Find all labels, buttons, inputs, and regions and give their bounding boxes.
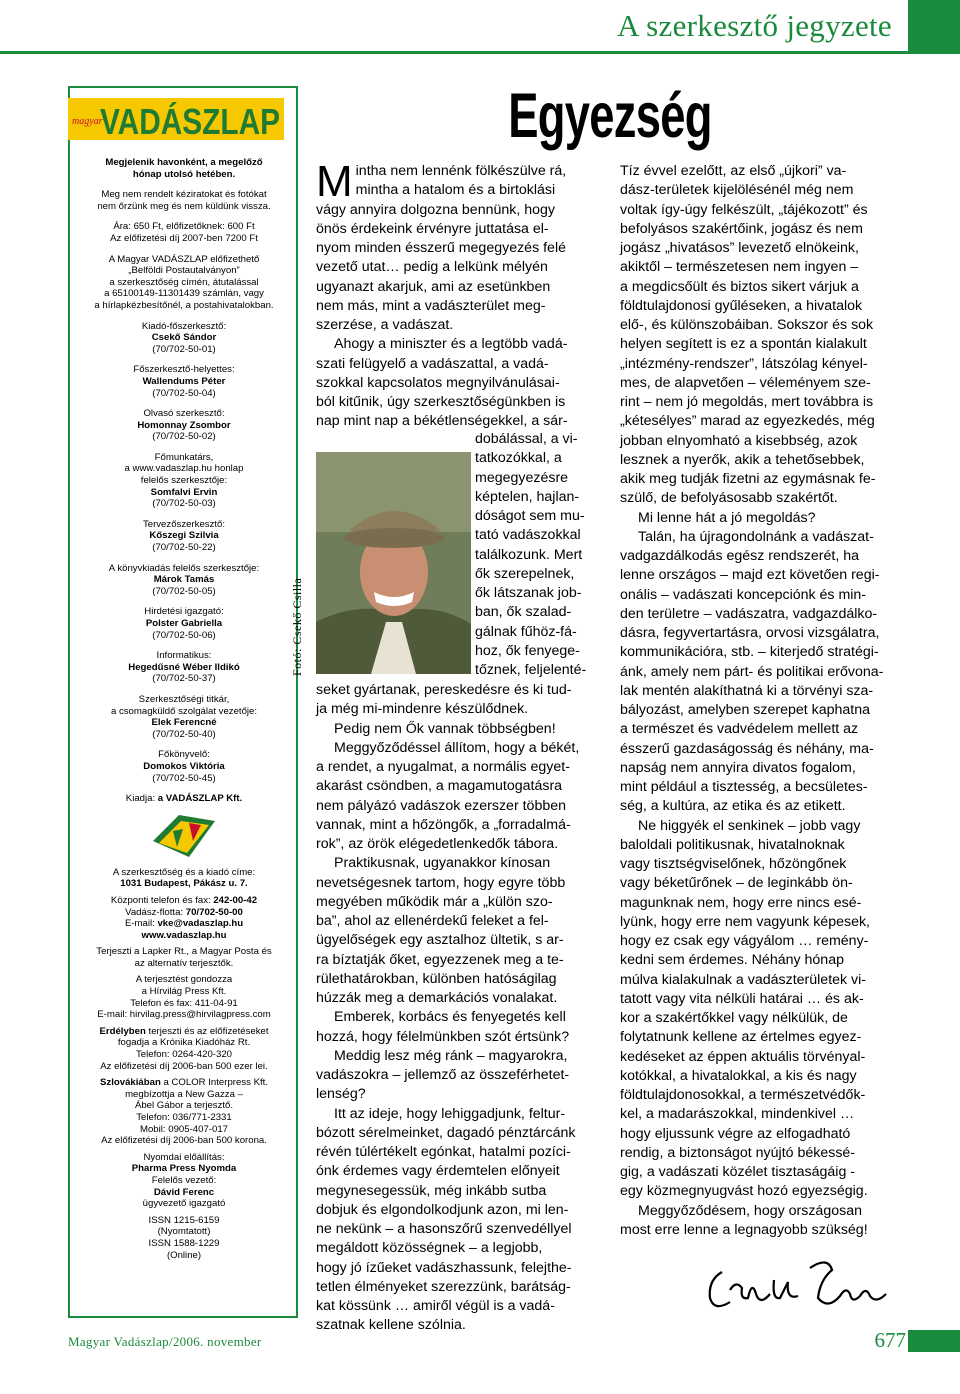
- text-line: jobban elnyomható a kisebbség, azok: [620, 432, 858, 449]
- text-line: hozzá, hogy félelmünkben szót értsünk?: [316, 1028, 570, 1045]
- portrait-photo: [316, 452, 471, 674]
- text-line: vannak, mint a hőzöngők, a „forradalmá-: [316, 816, 571, 833]
- text-line: rint – nem jó megoldás, mert továbbra is: [620, 394, 874, 410]
- text-line: akarást csöndben, a magamutogatásra: [316, 778, 563, 795]
- masthead-line: a 65100149-11301439 számlán, vagy: [104, 288, 264, 300]
- spacer: [78, 312, 290, 321]
- masthead-line: a hírlapkézbesítőnél, a postahivatalokban.: [94, 299, 274, 311]
- masthead-line: Elek Ferencné: [151, 717, 217, 729]
- text-line: képtelen, hajlan-: [475, 488, 580, 505]
- text-line: befolyásos szakértőink, jogász és nem: [620, 220, 863, 237]
- masthead-line: E-mail: hirvilag.press@hirvilagpress.com: [97, 1009, 271, 1021]
- text-line: ból kitűnik, úgy szerkesztőségünkben is: [316, 394, 566, 410]
- masthead-line: Vadász-flotta: 70/702-50-00: [125, 906, 243, 918]
- masthead-line: Nyomdai előállítás:: [143, 1151, 225, 1163]
- text-line: Meggyőződéssel állítom, hogy a békét,: [334, 739, 580, 756]
- text-line: hogy jó ízűeket vadászhassunk, felejthe-: [316, 1259, 572, 1276]
- masthead-line: Ábel Gábor a terjesztő.: [134, 1100, 234, 1112]
- text-line: Meggyőződésem, hogy országosan: [638, 1202, 862, 1219]
- text-line: megyében működik már a „külön szo-: [316, 893, 553, 910]
- text-line: mes, de alapvetően – véleményem sze-: [620, 374, 871, 391]
- masthead-line: (70/702-50-05): [152, 585, 216, 597]
- masthead-line: a Hírvilág Press Kft.: [141, 986, 227, 998]
- text-line: Praktikusnak, ugyanakkor kínosan: [334, 855, 551, 872]
- text-line: nyom minden ésszerű megegyezés felé: [316, 240, 566, 256]
- masthead-line: Informatikus:: [156, 650, 212, 662]
- masthead-line: A szerkesztőség és a kiadó címe:: [112, 866, 256, 878]
- text-line: seket gyártanak, pereskedésre és ki tud-: [316, 682, 572, 698]
- text-line: tetlen élményeket szerezzünk, barátság-: [316, 1278, 571, 1295]
- masthead-line: A könyvkiadás felelős szerkesztője:: [108, 562, 260, 574]
- masthead-line: Telefon: 0264-420-320: [135, 1049, 232, 1061]
- masthead-line: E-mail: vke@vadaszlap.hu: [124, 918, 244, 930]
- text-line: szerzése, a vadászat.: [316, 317, 454, 333]
- masthead-line: Tervezőszerkesztő:: [142, 518, 226, 530]
- text-line: voltak így-úgy felkészült, „tájékozott” és: [620, 201, 868, 218]
- text-line: tőznek, feljelenté-: [475, 662, 587, 678]
- text-line: vagy béketűrőnek – de leginkább ön-: [620, 875, 853, 892]
- text-line: dásra, fegyvertartásra, orvosi vizsgálatra,: [620, 625, 880, 641]
- page-number: 677: [874, 1328, 906, 1352]
- text-line: ja még mi-mindenre készülődnek.: [316, 701, 529, 718]
- text-line: révén túlértékelt egónkat, hatalmi pozíci-: [316, 1144, 571, 1160]
- text-line: húzzák meg a demarkációs vonalakat.: [316, 990, 558, 1006]
- text-line: lenség?: [316, 1086, 366, 1103]
- text-line: ség, a kultúra, az etika és az etikett.: [620, 798, 846, 815]
- masthead-line: Az előfizetési díj 2006-ban 500 ezer lei.: [100, 1060, 268, 1072]
- masthead-line: (Online): [166, 1249, 202, 1261]
- masthead-line: Domokos Viktória: [143, 760, 225, 772]
- author-signature: [700, 1250, 900, 1320]
- text-line: magunknak nem, hogy erre nincs esé-: [620, 894, 862, 911]
- masthead-line: a csomagküldő szolgálat vezetője:: [110, 705, 258, 717]
- article-column-2: [620, 162, 915, 1240]
- masthead-line: a www.vadaszlap.hu honlap: [124, 463, 244, 475]
- masthead-line: ügyvezető igazgató: [142, 1198, 226, 1210]
- text-line: Emberek, korbács és fenyegetés kell: [334, 1009, 566, 1026]
- text-line: dóságot sem mu-: [475, 508, 585, 524]
- text-line: „kétesélyes” marad az egyezkedés, még: [620, 413, 875, 430]
- text-line: lenne országos – majd ezt követően regi-: [620, 567, 880, 584]
- masthead-line: www.vadaszlap.hu: [141, 929, 227, 941]
- text-line: nem pályázó vadászok ezerszer többen: [316, 797, 566, 814]
- masthead-line: Csekő Sándor: [151, 332, 217, 344]
- masthead-line: (70/702-50-37): [152, 673, 216, 685]
- text-line: dobjuk és elgondolkodjunk azon, mi len-: [316, 1201, 569, 1218]
- text-line: mint például a tisztesség, a becsületes-: [620, 779, 868, 795]
- text-line: ba”, ahol az ellenérdekű feleket a fel-: [316, 913, 549, 929]
- text-line: a természet és vadvédelem mellett az: [620, 721, 859, 738]
- spacer: [78, 399, 290, 408]
- masthead-line: Olvasó szerkesztő:: [143, 408, 225, 420]
- masthead-line: (Nyomtatott): [157, 1226, 211, 1238]
- text-line: kommunikációra, stb. – kiterjedő stratégi-: [620, 644, 879, 661]
- text-line: hogy eljussunk végre az elfogadható: [620, 1125, 851, 1142]
- text-line: vezető utat… pedig a lelkünk mélyén: [316, 259, 548, 276]
- text-line: mintha a hatalom és a birtoklási: [355, 182, 556, 199]
- text-line: intha nem lennénk fölkészülve rá,: [355, 163, 567, 179]
- spacer: [78, 212, 290, 221]
- text-line: ésszerű gazdaságosság és néhány, ma-: [620, 740, 874, 757]
- text-line: bózott sérelmeinket, dagadó pénztárcánk: [316, 1124, 576, 1141]
- masthead-line: „Belföldi Postautalványon”: [128, 265, 240, 277]
- masthead-line: nem őrzünk meg és nem küldünk vissza.: [97, 200, 271, 212]
- text-line: ügyelőségek egy asztalhoz ültetik, s ar-: [316, 932, 564, 949]
- text-line: napság nem annyira divatos fogalom,: [620, 759, 856, 776]
- masthead-line: Az előfizetési díj 2007-ben 7200 Ft: [110, 232, 258, 244]
- spacer: [78, 784, 290, 793]
- text-line: akik meg tudják fizetni az egymásnak fe-: [620, 471, 876, 487]
- text-line: kor a szakértőkkel vagy nélkülük, de: [620, 1010, 848, 1026]
- text-line: nem más, mint a vadászterület meg-: [316, 297, 546, 314]
- text-line: vágy annyira dolgozna bennünk, hogy: [316, 201, 555, 218]
- masthead-line: (70/702-50-01): [152, 343, 216, 355]
- masthead-line: Somfalvi Ervin: [150, 486, 218, 498]
- spacer: [78, 245, 290, 254]
- spacer: [78, 740, 290, 749]
- text-line: rendig, a biztonságot nyújtó békessé-: [620, 1144, 856, 1161]
- text-line: kel, a madarászokkal, mindenkivel …: [620, 1106, 855, 1123]
- text-line: vadászokra – jellemző az összeférhetet-: [316, 1067, 570, 1083]
- text-line: megegyezésre: [475, 469, 569, 486]
- spacer: [78, 641, 290, 650]
- masthead-line: Dávid Ferenc: [153, 1186, 215, 1198]
- footer-publication: Magyar Vadászlap/2006. november: [68, 1334, 262, 1349]
- masthead-line: Főkönyvelő:: [158, 749, 210, 761]
- text-line: szülő, de befolyásosabb szakértőt.: [620, 490, 838, 507]
- text-line: kotókkal, a hivatalokkal, a kis és nagy: [620, 1067, 857, 1084]
- text-line: a megdicsőült és biztos sikert várjuk a: [620, 278, 859, 295]
- text-line: hogy ez csak egy vágyálom … remény-: [620, 933, 869, 949]
- text-line: Talán, ha újragondolnánk a vadászat-: [638, 528, 874, 545]
- masthead-line: Hegedűsné Wéber Ildikó: [128, 661, 240, 673]
- text-line: ugyanazt akarjuk, ami az esetünkben: [316, 278, 551, 295]
- text-line: egy közmegnyugvást hozó egyezségig.: [620, 1183, 868, 1200]
- masthead-line: Hirdetési igazgató:: [144, 606, 224, 618]
- text-line: a rendet, a nyugalmat, a normális egyet-: [316, 759, 570, 775]
- masthead-line: Megjelenik havonként, a megelőző: [105, 157, 263, 168]
- text-line: elő-, és különszobáiban. Sokszor és sok: [620, 317, 874, 333]
- text-line: tatkozókkal, a: [475, 450, 562, 467]
- masthead-line: A terjesztést gondozza: [135, 974, 233, 986]
- text-line: ánk, amely nem párt- és politikai erővona-: [620, 663, 884, 680]
- text-line: földtulajdonosokkal, a természetvédők-: [620, 1087, 866, 1103]
- masthead-line: ISSN 1215-6159: [148, 1214, 220, 1226]
- spacer: [78, 685, 290, 694]
- text-line: lyünk, hogy erre nem vagyunk képesek,: [620, 913, 870, 930]
- masthead-line: Polster Gabriella: [145, 618, 223, 629]
- text-line: „intézmény-rendszer”, látszólag kényel-: [620, 355, 868, 372]
- masthead-line: a szerkesztőség címén, átutalással: [109, 276, 259, 288]
- masthead-line: (70/702-50-40): [152, 728, 216, 740]
- text-line: vadgazdálkodás egész rendszerét, ha: [620, 548, 859, 564]
- text-line: szokkal kapcsolatos megnyilvánulásai-: [316, 374, 560, 391]
- masthead-line: Pharma Press Nyomda: [131, 1163, 237, 1175]
- publisher-logo: [149, 811, 219, 861]
- masthead-text: [78, 157, 290, 1261]
- text-line: múlva kialakulnak a vadászterületek vi-: [620, 971, 867, 988]
- photo-credit: Fotó: Csekő Csilla: [290, 577, 304, 676]
- text-line: Meddig lesz még ránk – magyarokra,: [334, 1047, 568, 1064]
- masthead-line: Homonnay Zsombor: [137, 419, 231, 431]
- spacer: [78, 554, 290, 563]
- text-line: Itt az ideje, hogy lehiggadjunk, feltur-: [334, 1105, 566, 1122]
- vadaszlap-logo: [68, 90, 284, 148]
- masthead-line: Wallendums Péter: [142, 375, 226, 387]
- text-line: baloldali politikusnak, hivatalnoknak: [620, 836, 845, 853]
- masthead-line: (70/702-50-02): [152, 431, 216, 443]
- masthead-line: Kiadó-főszerkesztő:: [141, 320, 227, 332]
- text-line: ónk érdemes vagy érdemtelen előnyeit: [316, 1163, 560, 1180]
- masthead-line: Kőszegi Szilvia: [149, 530, 219, 542]
- text-line: tató vadászokkal: [475, 527, 581, 544]
- masthead-line: (70/702-50-03): [152, 498, 216, 510]
- masthead-line: Meg nem rendelt kéziratokat és fotókat: [101, 189, 267, 201]
- masthead-line: megbízottja a New Gazza –: [125, 1088, 243, 1100]
- text-line: lak mentén alakíthatná ki a törvényi sza-: [620, 682, 874, 699]
- masthead-line: Telefon és fax: 411-04-91: [130, 997, 238, 1009]
- text-line: földtulajdonosi gyűléseken, a hivatalok: [620, 297, 863, 314]
- text-line: dobálással, a vi-: [475, 431, 578, 447]
- text-line: vagy tisztségviselőnek, hőzöngőnek: [620, 856, 847, 872]
- text-line: szati felügyelő a vadászattal, a vadá-: [316, 355, 549, 372]
- text-line: most erre lenne a legnagyobb szükség!: [620, 1221, 868, 1238]
- text-line: jogász „hivatásos” levezető elnökeink,: [620, 240, 859, 256]
- article-column-1-wrap: [475, 430, 615, 680]
- text-line: kedni sem érdemes. Néhány hónap: [620, 952, 844, 969]
- text-line: lesznek a nyerők, akik a tehetősebbek,: [620, 451, 865, 468]
- text-line: ők szerepelnek,: [475, 565, 575, 582]
- masthead-line: Felelős vezető:: [151, 1174, 217, 1186]
- spacer: [78, 443, 290, 452]
- masthead-line: Főmunkatárs,: [154, 451, 214, 463]
- text-line: Pedig nem Ők vannak többségben!: [334, 720, 556, 737]
- masthead-line: 1031 Budapest, Pákász u. 7.: [120, 878, 248, 890]
- text-line: tatott vagy vita nélküli határai … és ak-: [620, 990, 864, 1007]
- spacer: [78, 597, 290, 606]
- text-line: kat kössünk … amiről végül is a vadá-: [316, 1298, 555, 1314]
- masthead-line: (70/702-50-06): [152, 629, 216, 641]
- text-line: Ne higgyék el senkinek – jobb vagy: [638, 817, 861, 834]
- masthead-line: A Magyar VADÁSZLAP előfizethető: [108, 253, 260, 265]
- text-line: folytatnunk kellene az értelmes egyez-: [620, 1029, 862, 1046]
- footer-accent-bar: [908, 1330, 960, 1352]
- text-line: megáldott közösségnek – a legjobb,: [316, 1240, 543, 1257]
- text-line: nap mint nap a békétlenségekkel, a sár-: [316, 413, 568, 430]
- text-line: megynesegessük, még inkább sutba: [316, 1182, 547, 1199]
- masthead-line: felelős szerkesztője:: [140, 475, 228, 487]
- masthead-line: Kiadja: a VADÁSZLAP Kft.: [125, 793, 243, 805]
- text-line: ban, ők szalad-: [475, 604, 572, 621]
- spacer: [78, 180, 290, 189]
- masthead-line: ISSN 1588-1229: [148, 1237, 220, 1249]
- text-line: onális – vadászati koncepciónk és min-: [620, 586, 867, 603]
- masthead-line: (70/702-50-45): [152, 772, 216, 784]
- masthead-line: hónap utolsó hetében.: [132, 168, 236, 180]
- text-line: találkozunk. Mert: [475, 546, 583, 563]
- masthead-line: Márok Tamás: [153, 574, 215, 586]
- masthead-line: Erdélyben terjeszti és az előfizetéseket: [99, 1025, 269, 1037]
- masthead-line: Főszerkesztő-helyettes:: [133, 364, 235, 376]
- text-line: den területre – vadászatra, vadgazdálko-: [620, 605, 878, 622]
- header-accent-bar: [908, 0, 960, 52]
- text-line: helyen segített is ez a spontán kialakult: [620, 336, 867, 353]
- article-column-1-bottom: [316, 681, 606, 1336]
- text-line: ra bíztatják őket, egyezzenek meg a te-: [316, 951, 564, 968]
- text-line: ne nekünk – a hasonszőrű szenvedéllyel: [316, 1221, 572, 1237]
- text-line: ők látszanak job-: [475, 585, 582, 601]
- text-line: Mi lenne hát a jó megoldás?: [638, 509, 816, 526]
- logo-prefix: magyar: [72, 116, 103, 127]
- text-line: hoz, ők fenyege-: [475, 642, 580, 659]
- spacer: [78, 510, 290, 519]
- article-title: Egyezség: [508, 81, 712, 151]
- text-line: Tíz évvel ezelőtt, az első „újkori” va-: [620, 163, 847, 179]
- section-title: A szerkesztő jegyzete: [617, 8, 892, 43]
- masthead-line: Szerkesztőségi titkár,: [138, 693, 230, 705]
- article-column-1-top: [316, 157, 606, 432]
- masthead-line: Mobil: 0905-407-017: [139, 1123, 228, 1135]
- header-rule: [0, 51, 960, 54]
- text-line: rok”, az örök elégedetlenkedők tábora.: [316, 836, 559, 852]
- text-line: rülethatárokban, különben hatóságilag: [316, 970, 557, 987]
- masthead-line: Szlovákiában a COLOR Interpress Kft.: [100, 1077, 268, 1089]
- text-line: dász-területek kijelölésénél még nem: [620, 182, 854, 199]
- masthead-line: Ára: 650 Ft, előfizetőknek: 600 Ft: [113, 221, 255, 233]
- masthead-line: (70/702-50-22): [152, 542, 216, 554]
- text-line: nevetségesnek tartom, hogy egyre több: [316, 874, 566, 891]
- logo-wordmark: VADÁSZLAP: [100, 101, 280, 142]
- text-line: gálnak fűhöz-fá-: [475, 623, 577, 640]
- dropcap: M: [316, 157, 353, 206]
- masthead-line: Terjeszti a Lapker Rt., a Magyar Posta és: [96, 946, 272, 958]
- text-line: önös érdekeink érvényre juttatása el-: [316, 220, 549, 237]
- masthead-line: az alternatív terjesztők.: [134, 957, 234, 969]
- masthead-line: (70/702-50-04): [152, 387, 216, 399]
- spacer: [78, 355, 290, 364]
- text-line: bályozást, amelyben szerepet kaphatna: [620, 702, 871, 718]
- masthead-line: Az előfizetési díj 2006-ban 500 korona.: [101, 1135, 267, 1147]
- text-line: szatnak kellene szólnia.: [316, 1317, 466, 1334]
- text-line: Ahogy a miniszter és a legtöbb vadá-: [334, 336, 568, 353]
- masthead-line: Telefon: 036/771-2331: [136, 1112, 232, 1123]
- masthead-line: fogadja a Krónika Kiadóház Rt.: [117, 1037, 251, 1049]
- text-line: kedéseket az éppen aktuális törvényal-: [620, 1048, 866, 1065]
- text-line: gig, a vadászati közélet tisztaságáig -: [620, 1164, 856, 1180]
- masthead-line: Központi telefon és fax: 242-00-42: [110, 894, 258, 906]
- text-line: akiktől – természetesen nem ingyen –: [620, 259, 859, 276]
